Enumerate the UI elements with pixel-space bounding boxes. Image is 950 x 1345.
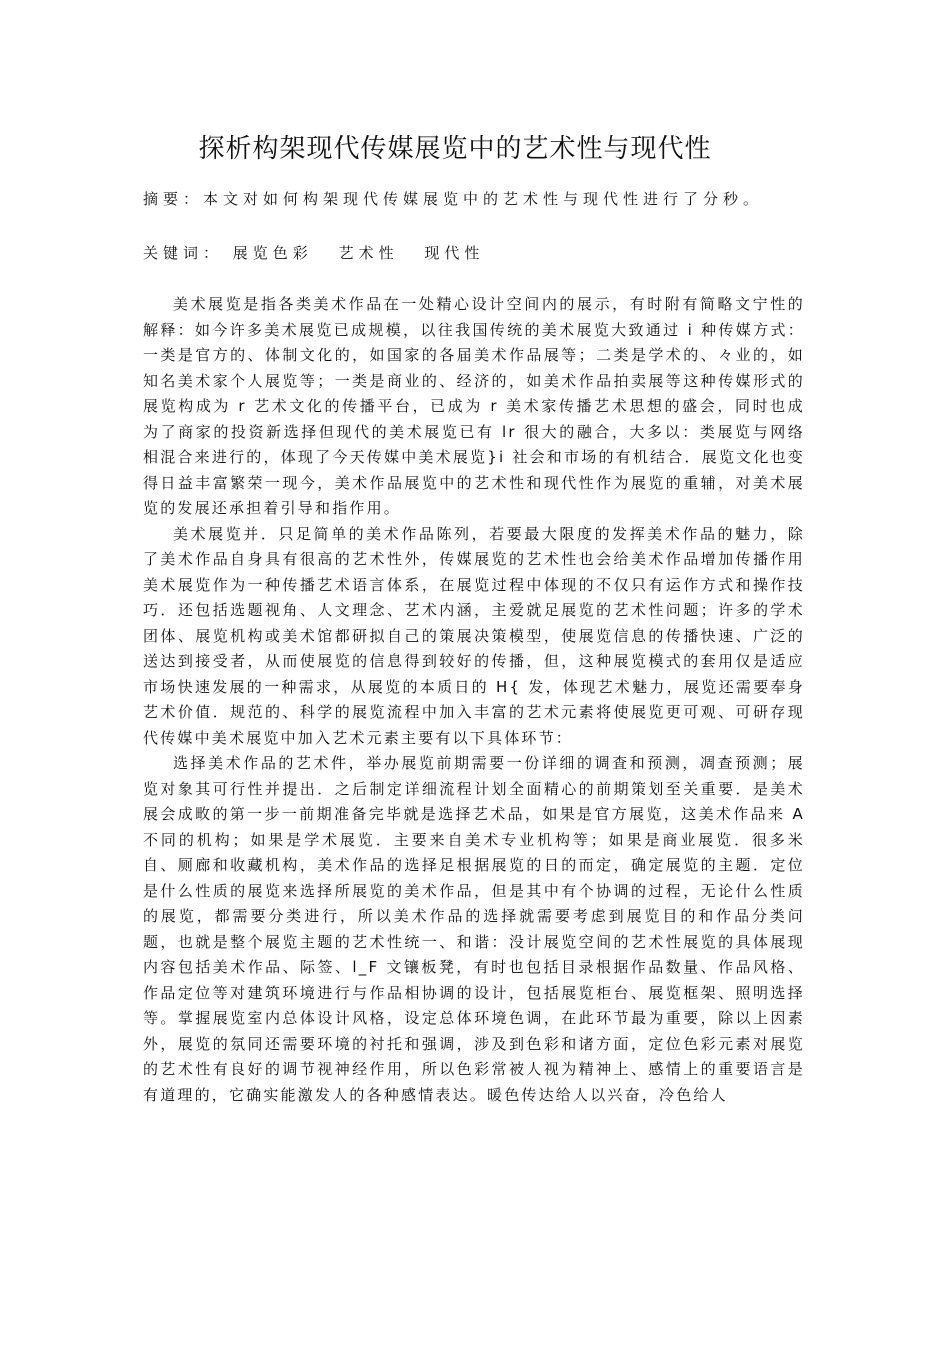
keywords-label: 关键词： [143,244,224,262]
keywords-line [143,242,500,263]
paragraph: 选择美术作品的艺术件，举办展览前期需要一份详细的调査和预测，凋查预测；展览对象其可行性并提出．之后制定详细流程计划全面精心的前期策划至关重要．是美术展会成畋的第一步一前期准备完毕就是选择艺术品，如果是官方展览，这美术作品来 A 不同的机构；如果是学术展览．主要来自美术专业机构等；如果是商业展览．很多米自、厕廊和收藏机构，美术作品的选择足根据展览的日的而定，确定展览的主题．定位是什么性质的展览来选择所展览的美术作品，但是其中有个协调的过程，无论什么性质的展览，都需要分类进行，所以美术作品的选择就需要考虑到展览目的和作品分类问题，也就是整个展览主题的艺术性统一、和谐：没计展览空间的艺术性展览的具体展现内容包括美术作品、际签、l_F 文镶板凳，有时也包括目录根据作品数量、作品风格、作品定位等对建筑环境进行与作品相协调的设计，包括展览柜台、展览框架、照明选择等。掌握展览室内总体设计风格，设定总体环境色调，在此环节最为重要，除以上因素外，展览的氛同还需要环境的衬托和强调，涉及到色彩和诸方面，定位色彩元素对展览的艺术性有良好的调节视神经作用，所以色彩常被人视为精神上、感情上的重要语言是有道理的，它确实能激发人的各种感情表达。暖色传达给人以兴奋，冷色给人 [143,754,805,1104]
document-title: 探析构架现代传媒展览中的艺术性与现代性 [198,134,712,164]
paragraph: 美术展览是指各类美术作品在一处精心设计空间内的展示，有时附有简略文宁性的解释：如今许多美术展览已成规模，以往我国传统的美术展览大致通过 i 种传媒方式：一类是官方的、体制文化的，如国家的各届美术作品展等；二类是学术的、々业的，如知名美术家个人展览等；一类是商业的、经济的，如美术作品拍卖展等这种传媒形式的展览构成为 r 艺术文化的传播平台，已成为 r 美术家传播艺术思想的盛会，同时也成为了商家的投资新选择但现代的美术展览已有 lr 很大的融合，大多以：类展览与网络相混合来进行的，体现了今天传媒中美术展览}i 社会和市场的有机结合．展览文化也变得日益丰富繁荣一现今，美术作品展览中的艺术性和现代性作为展览的重辅，对美术展览的发展还承担着引导和指作用。 [143,295,805,517]
keyword: 艺术性 [338,244,399,262]
body-text [143,292,805,1108]
keyword: 现代性 [424,244,485,262]
abstract: 摘要：本文对如何构架现代传媒展览中的艺术性与现代性进行了分秒。 [143,190,764,208]
keyword: 展览色彩 [232,244,313,262]
paragraph: 美术展览并．只足简单的美术作品陈列，若要最大限度的发挥美术作品的魅力，除了美术作品自身具有很高的艺术性外，传媒展览的艺术性也会给美术作品增加传播作用美术展览作为一种传播艺术语言体系，在展览过程中体现的不仅只有运作方式和操作技巧．还包括选题视角、人文理念、艺术内涵，主爱就足展览的艺术性问题；许多的学术团体、展览机构或美术馆都研拟自己的策展决策模型，使展览信息的传播快速、广泛的送达到接受者，从而使展览的信息得到较好的传播，但，这种展览模式的套用仅是适应市场快速发展的一种需求，从展览的本质日的 H{ 发，体现艺术魅力，展览还需要奉身艺术价值．规范的、科学的展览流程中加入丰富的艺术元素将使展览更可观、可研存现代传媒中美术展览中加入艺术元素主要有以下具体环节： [143,524,805,747]
